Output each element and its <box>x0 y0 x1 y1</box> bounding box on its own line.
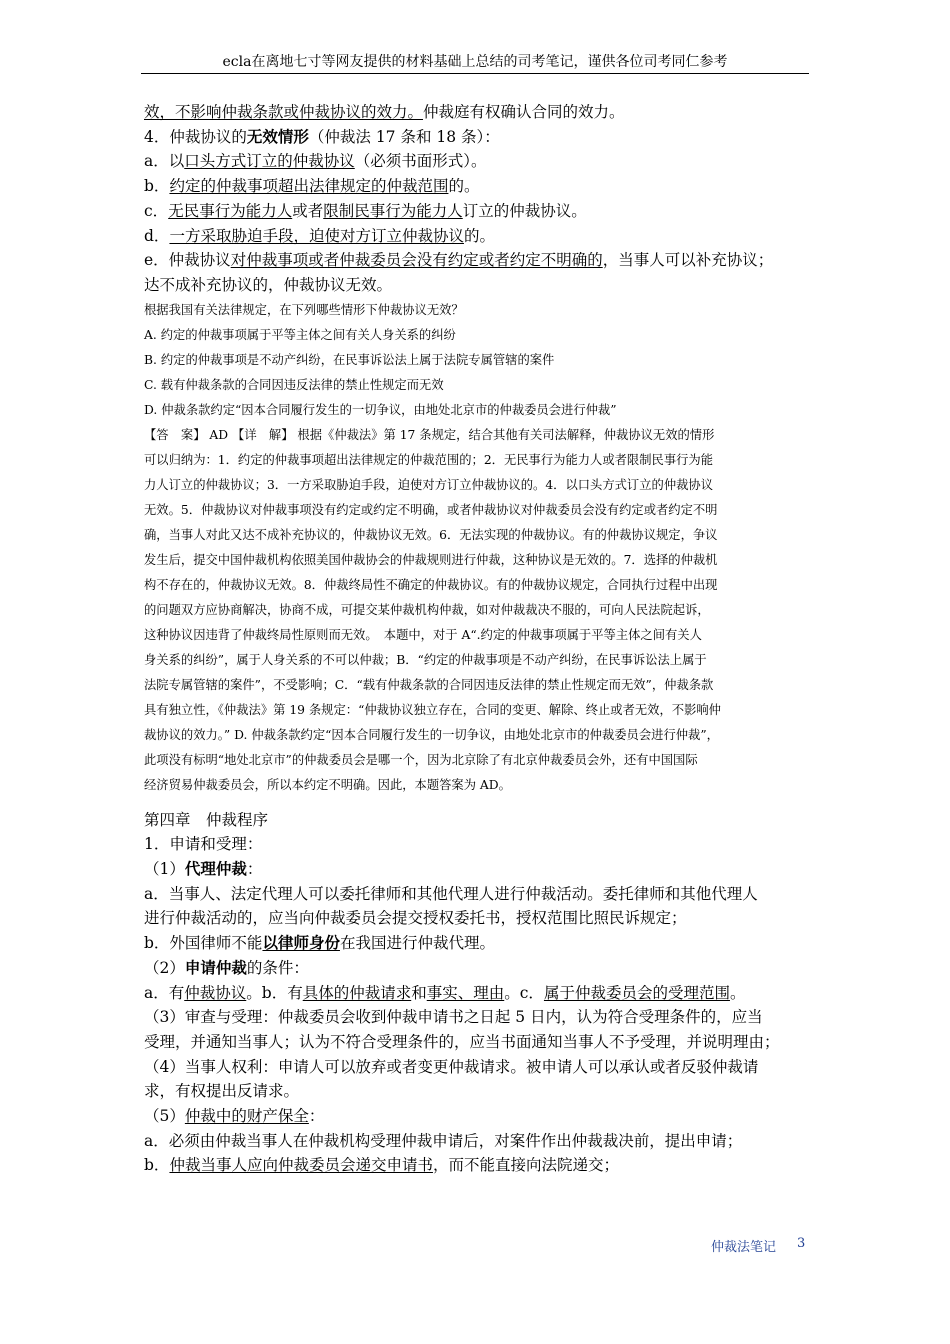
answer-line: 无效。5．仲裁协议对仲裁事项没有约定或约定不明确，或者仲裁协议对仲裁委员会没有约定或者约定不明 <box>144 502 718 517</box>
text-line: （3）审查与受理：仲裁委员会收到仲裁申请书之日起 5 日内，认为符合受理条件的，应当 <box>144 1008 763 1027</box>
answer-explanation <box>144 423 812 798</box>
page-footer <box>0 1236 950 1256</box>
answer-line: 此项没有标明“地处北京市”的仲裁委员会是哪一个，因为北京除了有北京仲裁委员会外，还有中国国际 <box>144 752 698 767</box>
answer-line: 构不存在的，仲裁协议无效。8．仲裁终局性不确定的仲裁协议。有的仲裁协议规定，合同执行过程中出现 <box>144 577 718 592</box>
text-line: b．仲裁当事人应向仲裁委员会递交申请书，而不能直接向法院递交； <box>144 1156 619 1175</box>
text-line: 受理，并通知当事人；认为不符合受理条件的，应当书面通知当事人不予受理，并说明理由； <box>144 1032 780 1051</box>
text-line: 效，不影响仲裁条款或仲裁协议的效力。仲裁庭有权确认合同的效力。 <box>144 103 625 121</box>
text-line: d．一方采取胁迫手段，迫使对方订立仲裁协议的。 <box>144 226 495 245</box>
text-line: （1）代理仲裁： <box>144 859 263 879</box>
question-option: D. 仲裁条款约定“因本合同履行发生的一切争议，由地处北京市的仲裁委员会进行仲裁” <box>144 402 617 417</box>
answer-line: 这种协议因违背了仲裁终局性原则而无效。 本题中，对于 A“.约定的仲裁事项属于平等主体之间有关人 <box>144 627 702 642</box>
page-body <box>144 100 812 1178</box>
text-line: 1．申请和受理： <box>144 835 263 854</box>
answer-line: 身关系的纠纷”，属于人身关系的不可以仲裁；B．“约定的仲裁事项是不动产纠纷，在民事诉讼法上属于 <box>144 652 707 667</box>
text-line: （5）仲裁中的财产保全： <box>144 1107 325 1126</box>
text-line: a．当事人、法定代理人可以委托律师和其他代理人进行仲裁活动。委托律师和其他代理人 <box>144 884 758 903</box>
answer-line: 确，当事人对此又达不成补充协议的，仲裁协议无效。6．无法实现的仲裁协议。有的仲裁协议规定，争议 <box>144 527 718 542</box>
text-line: 4．仲裁协议的无效情形（仲裁法 17 条和 18 条）： <box>144 126 500 146</box>
text-line: a．有仲裁协议。b．有具体的仲裁请求和事实、理由。c．属于仲裁委员会的受理范围。 <box>144 983 746 1002</box>
text-line: b．约定的仲裁事项超出法律规定的仲裁范围的。 <box>144 177 480 196</box>
answer-line: 可以归纳为：1．约定的仲裁事项超出法律规定的仲裁范围的；2．无民事行为能力人或者限制民事行为能 <box>144 452 714 467</box>
exam-question <box>144 298 812 798</box>
question-option: A. 约定的仲裁事项属于平等主体之间有关人身关系的纠纷 <box>144 327 456 342</box>
answer-line: 法院专属管辖的案件”，不受影响；C．“载有仲裁条款的合同因违反法律的禁止性规定而无效”，仲裁条款 <box>144 677 714 692</box>
footer-title: 仲裁法笔记 <box>710 1240 776 1255</box>
answer-line: 经济贸易仲裁委员会，所以本约定不明确。因此，本题答案为 AD。 <box>144 777 511 792</box>
answer-line: 裁协议的效力。” D. 仲裁条款约定“因本合同履行发生的一切争议，由地处北京市的仲裁委员会进行仲裁”， <box>144 727 719 742</box>
answer-line: 力人订立的仲裁协议；3．一方采取胁迫手段，迫使对方订立仲裁协议的。4．以口头方式订立的仲裁协议 <box>144 477 714 492</box>
text-line: e．仲裁协议对仲裁事项或者仲裁委员会没有约定或者约定不明确的，当事人可以补充协议； <box>144 251 774 270</box>
question-option: B. 约定的仲裁事项是不动产纠纷，在民事诉讼法上属于法院专属管辖的案件 <box>144 352 555 367</box>
text-line: （2）申请仲裁的条件： <box>144 957 309 977</box>
text-line: 达不成补充协议的，仲裁协议无效。 <box>144 275 393 294</box>
text-line: 进行仲裁活动的，应当向仲裁委员会提交授权委托书，授权范围比照民诉规定； <box>144 909 687 928</box>
chapter-title: 第四章 仲裁程序 <box>144 810 269 829</box>
text-line: （4）当事人权利：申请人可以放弃或者变更仲裁请求。被申请人可以承认或者反驳仲裁请 <box>144 1057 759 1076</box>
text-line: 求，有权提出反请求。 <box>144 1082 300 1101</box>
text-line: c．无民事行为能力人或者限制民事行为能力人订立的仲裁协议。 <box>144 201 587 220</box>
page-number: 3 <box>797 1236 806 1251</box>
answer-line: 的问题双方应协商解决，协商不成，可提交某仲裁机构仲裁，如对仲裁裁决不服的，可向人民法院起诉， <box>144 602 710 617</box>
question-option: C. 载有仲裁条款的合同因违反法律的禁止性规定而无效 <box>144 377 444 392</box>
text-line: b．外国律师不能以律师身份在我国进行仲裁代理。 <box>144 933 495 953</box>
answer-line: 【答 案】 AD 【详 解】 根据《仲裁法》第 17 条规定，结合其他有关司法解释，仲裁协议无效的情形 <box>144 427 715 442</box>
running-header: ecla在离地七寸等网友提供的材料基础上总结的司考笔记，谨供各位司考同仁参考 <box>141 53 809 74</box>
question-stem: 根据我国有关法律规定，在下列哪些情形下仲裁协议无效？ <box>144 302 464 317</box>
text-line: a．必须由仲裁当事人在仲裁机构受理仲裁申请后，对案件作出仲裁裁决前，提出申请； <box>144 1131 743 1150</box>
text-line: a．以口头方式订立的仲裁协议（必须书面形式）。 <box>144 152 487 171</box>
answer-line: 发生后，提交中国仲裁机构依照美国仲裁协会的仲裁规则进行仲裁，这种协议是无效的。7．选择的仲裁机 <box>144 552 718 567</box>
answer-line: 具有独立性，《仲裁法》第 19 条规定：“仲裁协议独立存在，合同的变更、解除、终止或者无效，不影响仲 <box>144 702 721 717</box>
